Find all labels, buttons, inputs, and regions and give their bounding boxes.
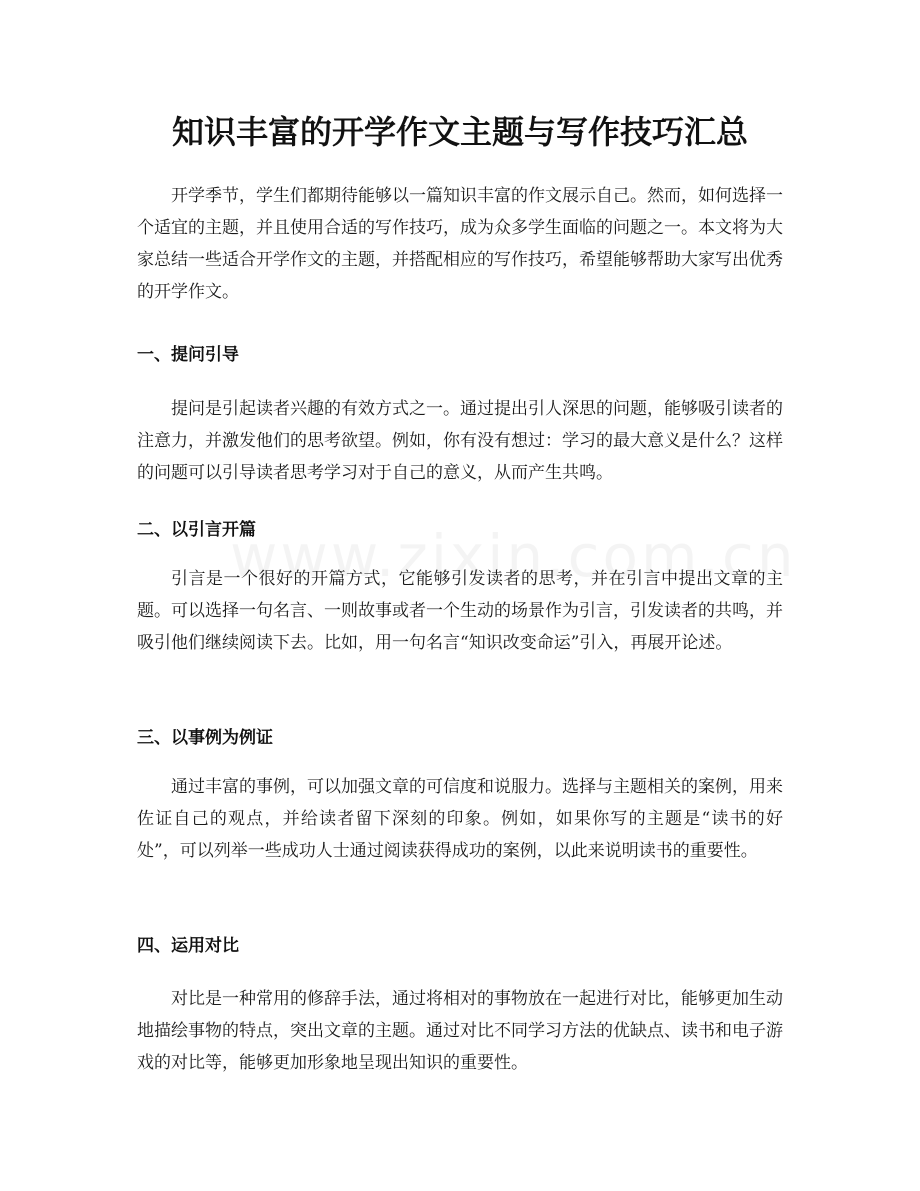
section-body-3: 通过丰富的事例，可以加强文章的可信度和说服力。选择与主题相关的案例，用来佐证自己的观点，并给读者留下深刻的印象。例如，如果你写的主题是“读书的好处”，可以列举一些成功人士通过阅读获得成功的案例，以此来说明读书的重要性。 <box>137 777 783 861</box>
section-heading-1: 一、提问引导 <box>137 345 239 365</box>
section-body-1: 提问是引起读者兴趣的有效方式之一。通过提出引人深思的问题，能够吸引读者的注意力，并激发他们的思考欲望。例如，你有没有想过：学习的最大意义是什么？这样的问题可以引导读者思考学习对于自己的意义，从而产生共鸣。 <box>137 399 783 483</box>
document-title: 知识丰富的开学作文主题与写作技巧汇总 <box>171 113 748 151</box>
section-body-4: 对比是一种常用的修辞手法，通过将相对的事物放在一起进行对比，能够更加生动地描绘事物的特点，突出文章的主题。通过对比不同学习方法的优缺点、读书和电子游戏的对比等，能够更加形象地呈现出知识的重要性。 <box>137 989 783 1073</box>
section-heading-2: 二、以引言开篇 <box>137 520 256 540</box>
section-heading-4: 四、运用对比 <box>137 936 239 956</box>
section-heading-3: 三、以事例为例证 <box>137 728 273 748</box>
intro-paragraph: 开学季节，学生们都期待能够以一篇知识丰富的作文展示自己。然而，如何选择一个适宜的主题，并且使用合适的写作技巧，成为众多学生面临的问题之一。本文将为大家总结一些适合开学作文的主题，并搭配相应的写作技巧，希望能够帮助大家写出优秀的开学作文。 <box>137 186 783 302</box>
section-body-2: 引言是一个很好的开篇方式，它能够引发读者的思考，并在引言中提出文章的主题。可以选择一句名言、一则故事或者一个生动的场景作为引言，引发读者的共鸣，并吸引他们继续阅读下去。比如，用一句名言“知识改变命运”引入，再展开论述。 <box>137 569 783 653</box>
